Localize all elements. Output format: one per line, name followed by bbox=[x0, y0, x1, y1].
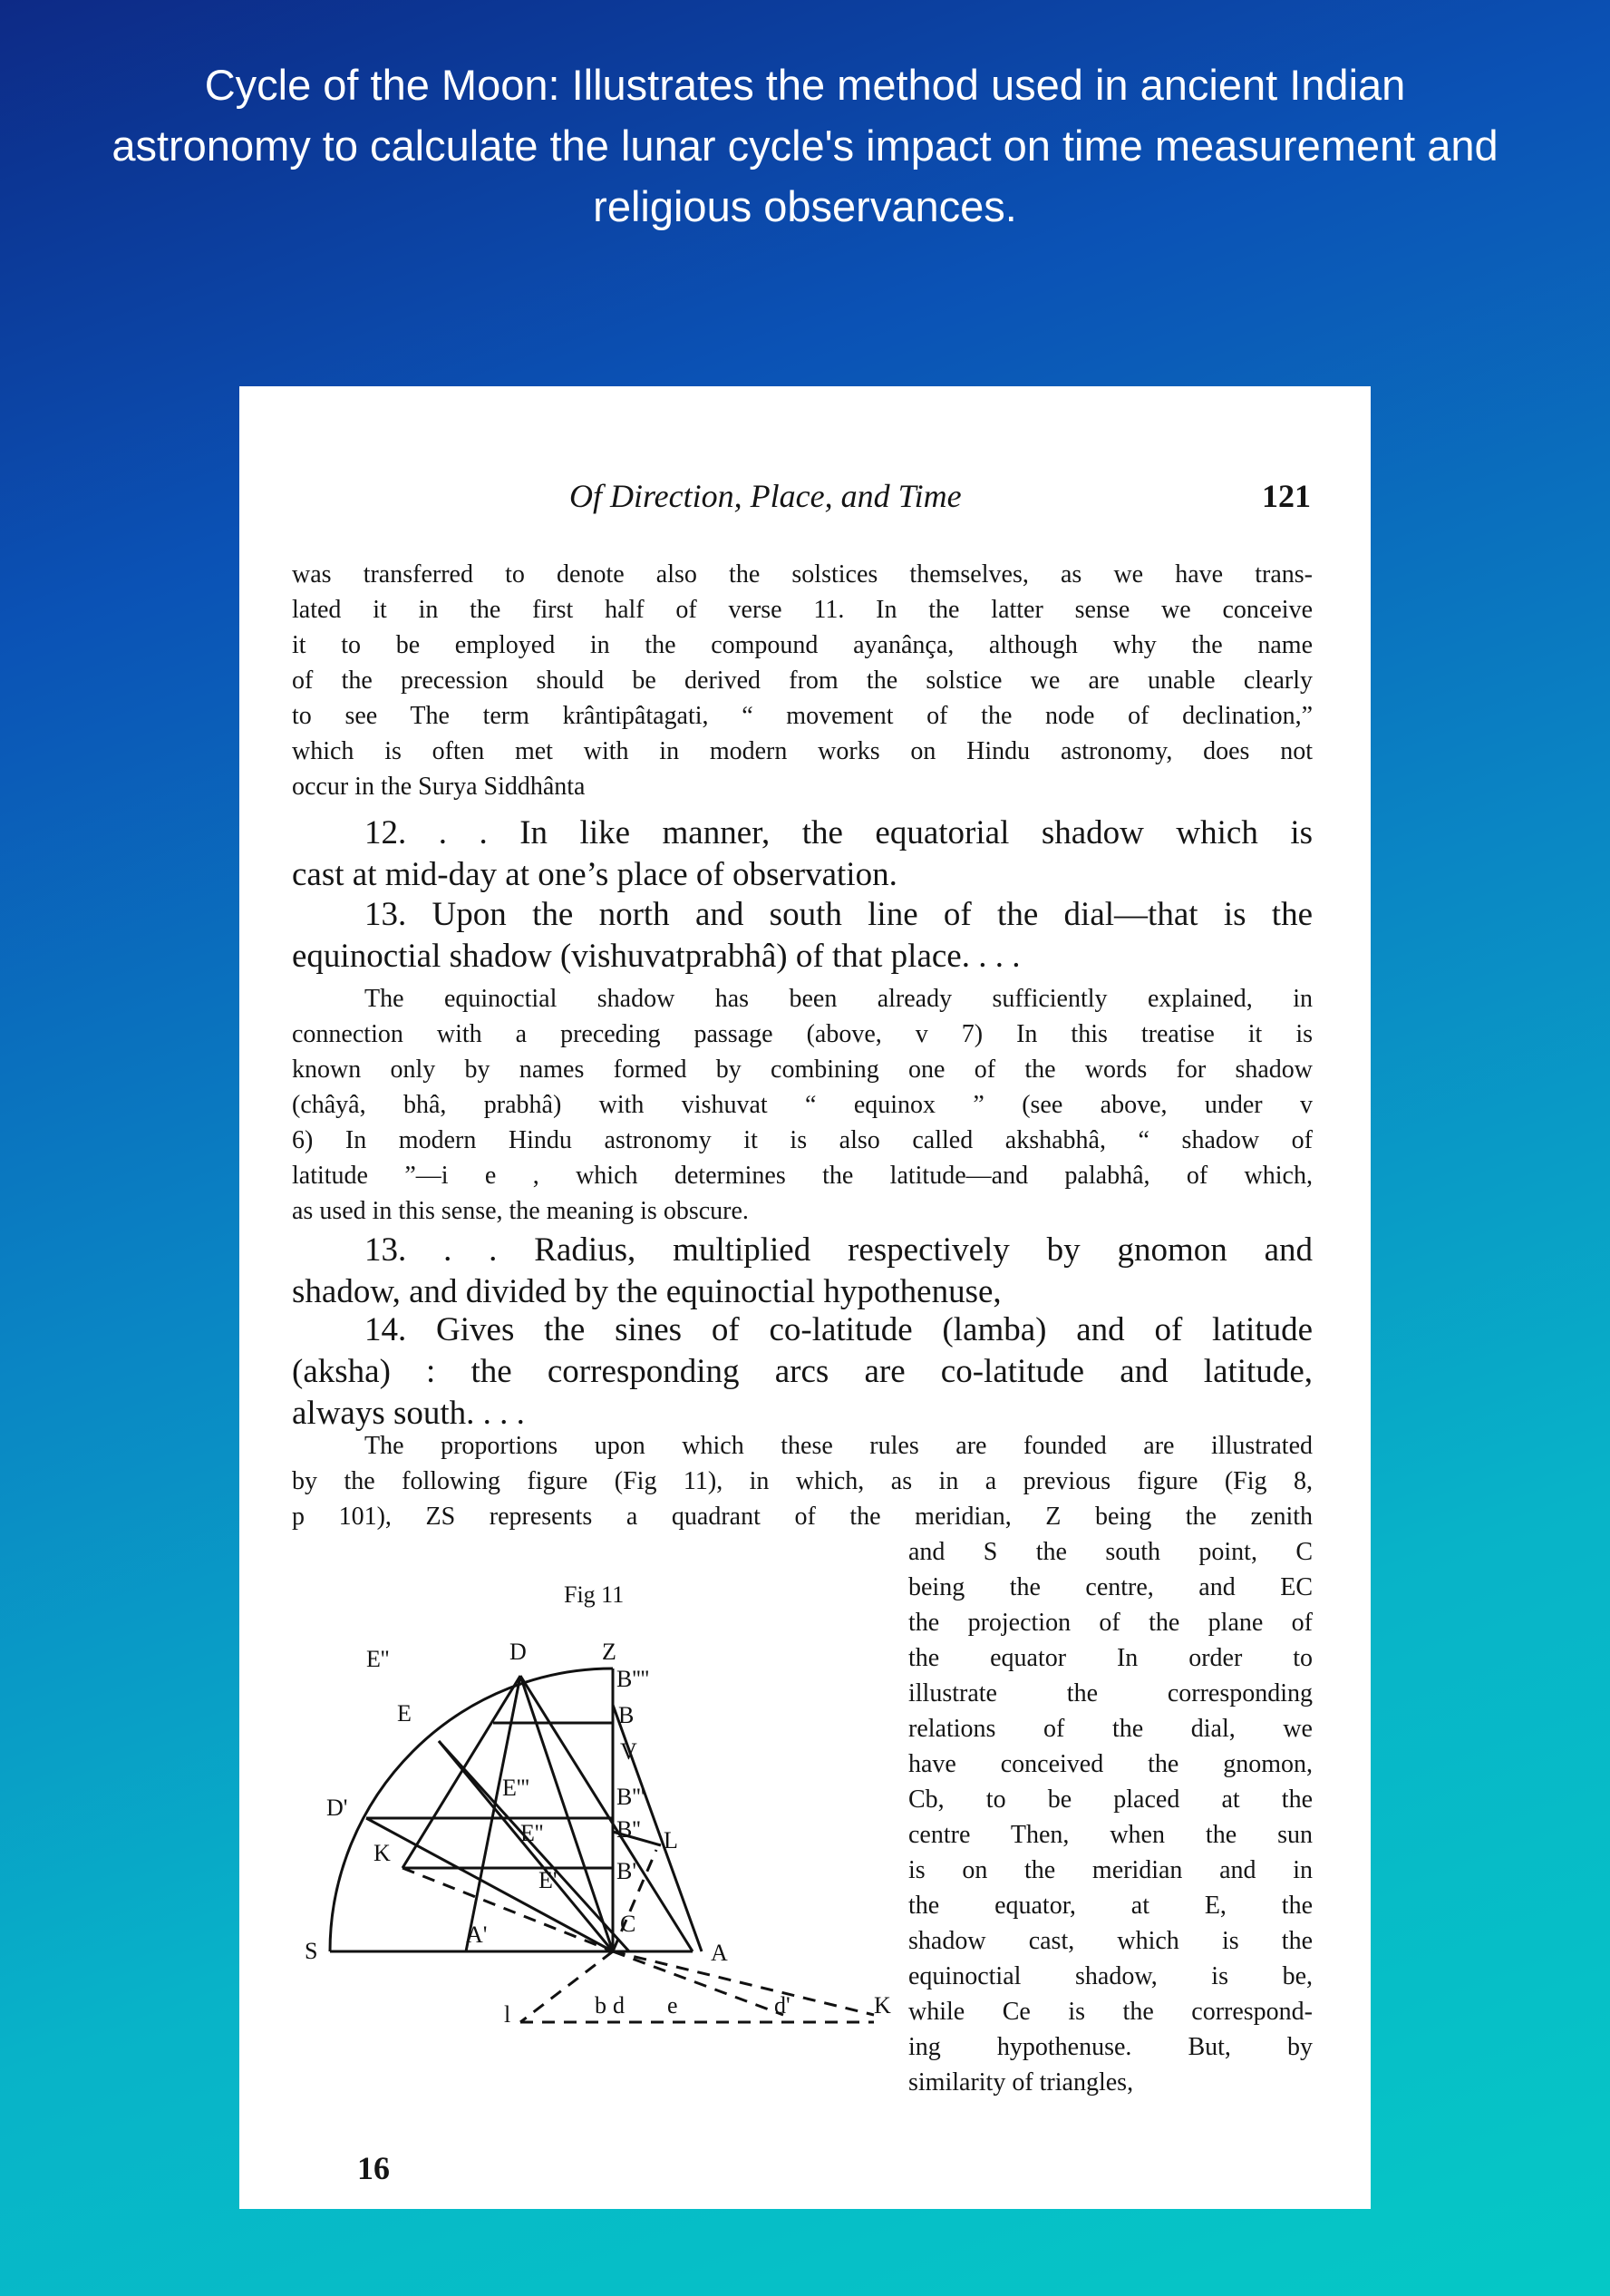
text-line: being the centre, and EC bbox=[908, 1573, 1313, 1601]
text-line: centre Then, when the sun bbox=[908, 1821, 1313, 1849]
text-line: lated it in the first half of verse 11. In the latter sense we conceive bbox=[292, 596, 1313, 624]
quadrant-diagram bbox=[305, 1623, 892, 2028]
text-line: have conceived the gnomon, bbox=[908, 1750, 1313, 1778]
paragraph-equinoctial-shadow bbox=[292, 981, 1313, 1229]
label-a-prime: A' bbox=[466, 1921, 488, 1948]
label-a: A bbox=[711, 1940, 728, 1966]
running-head-title: Of Direction, Place, and Time bbox=[569, 478, 962, 514]
label-e: E bbox=[397, 1700, 412, 1727]
text-line: as used in this sense, the meaning is obscure. bbox=[292, 1197, 749, 1225]
text-line: ing hypothenuse. But, by bbox=[908, 2033, 1313, 2061]
paragraph-proportions-right-column bbox=[908, 1534, 1313, 2100]
text-line: (châyâ, bhâ, prabhâ) with vishuvat “ equinox ” (see above, under v bbox=[292, 1091, 1313, 1119]
label-d-prime: D' bbox=[326, 1795, 348, 1821]
text-line: and S the south point, C bbox=[908, 1538, 1313, 1566]
line-ce bbox=[439, 1741, 613, 1951]
text-line: illustrate the corresponding bbox=[908, 1679, 1313, 1707]
text-line: latitude ”—i e , which determines the latitude—and palabhâ, of which, bbox=[292, 1162, 1313, 1190]
verse-12 bbox=[292, 812, 1313, 896]
text-line: was transferred to denote also the solstices themselves, as we have trans- bbox=[292, 560, 1313, 589]
text-line: cast at mid-day at one’s place of observation. bbox=[292, 856, 897, 893]
label-z: Z bbox=[602, 1639, 616, 1665]
figure-11-diagram bbox=[305, 1623, 892, 2028]
label-b3: B''' bbox=[616, 1784, 645, 1810]
text-line: 13. Upon the north and south line of the dial—that is the bbox=[364, 896, 1313, 933]
text-line: relations of the dial, we bbox=[908, 1715, 1313, 1743]
label-b1: B' bbox=[616, 1858, 637, 1884]
text-line: the equator, at E, the bbox=[908, 1892, 1313, 1920]
text-line: The proportions upon which these rules are founded are illustrated bbox=[364, 1432, 1313, 1460]
label-c: C bbox=[620, 1911, 636, 1937]
verse-13b bbox=[292, 1230, 1313, 1313]
text-line: by the following figure (Fig 11), in which, as in a previous figure (Fig 8, bbox=[292, 1467, 1313, 1495]
image-caption: Cycle of the Moon: Illustrates the method used in ancient Indian astronomy to calculate the lunar cycle's impact on time measurement and religious observances. bbox=[112, 61, 1498, 230]
text-line: (aksha) : the corresponding arcs are co-latitude and latitude, bbox=[292, 1353, 1313, 1390]
text-line: which is often met with in modern works on Hindu astronomy, does not bbox=[292, 737, 1313, 765]
label-e-lower: e bbox=[667, 1992, 678, 2019]
label-e3: E''' bbox=[502, 1775, 529, 1801]
label-b-lower: b bbox=[595, 1992, 606, 2019]
label-v: V bbox=[620, 1738, 637, 1765]
text-line: the equator In order to bbox=[908, 1644, 1313, 1672]
signature-number: 16 bbox=[357, 2150, 390, 2186]
figure-label: Fig 11 bbox=[564, 1581, 625, 1608]
text-line: 14. Gives the sines of co-latitude (lamba) and of latitude bbox=[364, 1311, 1313, 1348]
paragraph-solstices bbox=[292, 557, 1313, 804]
paragraph-proportions bbox=[292, 1428, 1313, 1534]
verse-13a bbox=[292, 894, 1313, 978]
dashed-c-d-prime bbox=[613, 1951, 783, 2015]
text-line: shadow cast, which is the bbox=[908, 1927, 1313, 1955]
verse-14 bbox=[292, 1309, 1313, 1435]
text-line: The equinoctial shadow has been already sufficiently explained, in bbox=[364, 985, 1313, 1013]
text-line: the projection of the plane of bbox=[908, 1609, 1313, 1637]
dashed-k-c bbox=[402, 1868, 613, 1951]
text-line: of the precession should be derived from the solstice we are unable clearly bbox=[292, 666, 1313, 695]
text-line: p 101), ZS represents a quadrant of the meridian, Z being the zenith bbox=[292, 1503, 1313, 1531]
text-line: to see The term krântipâtagati, “ movement of the node of declination,” bbox=[292, 702, 1313, 730]
label-e1: E' bbox=[538, 1867, 558, 1893]
label-e-top: E'' bbox=[366, 1646, 390, 1672]
text-line: 12. . . In like manner, the equatorial shadow which is bbox=[364, 814, 1313, 851]
meridian-arc bbox=[330, 1668, 613, 1951]
text-line: it to be employed in the compound ayanânça, although why the name bbox=[292, 631, 1313, 659]
label-d-lower: d bbox=[613, 1992, 625, 2019]
text-line: equinoctial shadow, is be, bbox=[908, 1962, 1313, 1990]
text-line: similarity of triangles, bbox=[908, 2068, 1134, 2097]
text-line: shadow, and divided by the equinoctial hypothenuse, bbox=[292, 1273, 1002, 1310]
label-e2: E'' bbox=[520, 1820, 544, 1846]
text-line: always south. . . . bbox=[292, 1395, 525, 1432]
label-b4: B'''' bbox=[616, 1666, 650, 1692]
line-da bbox=[520, 1676, 693, 1951]
label-l-upper: L bbox=[664, 1827, 678, 1853]
label-d: D bbox=[509, 1639, 527, 1665]
label-b: B bbox=[618, 1702, 635, 1728]
running-head bbox=[239, 477, 1371, 522]
text-line: is on the meridian and in bbox=[908, 1856, 1313, 1884]
text-line: occur in the Surya Siddhânta bbox=[292, 773, 586, 801]
text-line: while Ce is the correspond- bbox=[908, 1998, 1313, 2026]
page-number: 121 bbox=[1262, 478, 1311, 514]
dashed-c-k bbox=[613, 1951, 874, 2015]
text-line: Cb, to be placed at the bbox=[908, 1785, 1313, 1814]
label-l: l bbox=[504, 2001, 511, 2028]
label-b2: B'' bbox=[616, 1816, 641, 1843]
scanned-book-page bbox=[239, 386, 1371, 2209]
label-k-lower: K bbox=[874, 1992, 891, 2019]
label-d-prime-lower: d' bbox=[774, 1992, 790, 2019]
text-line: equinoctial shadow (vishuvatprabhâ) of that place. . . . bbox=[292, 938, 1021, 975]
text-line: 13. . . Radius, multiplied respectively by gnomon and bbox=[364, 1231, 1313, 1269]
label-s: S bbox=[305, 1938, 318, 1964]
text-line: known only by names formed by combining one of the words for shadow bbox=[292, 1056, 1313, 1084]
text-line: connection with a preceding passage (above, v 7) In this treatise it is bbox=[292, 1020, 1313, 1048]
text-line: 6) In modern Hindu astronomy it is also called akshabhâ, “ shadow of bbox=[292, 1126, 1313, 1154]
label-k: K bbox=[373, 1840, 391, 1866]
